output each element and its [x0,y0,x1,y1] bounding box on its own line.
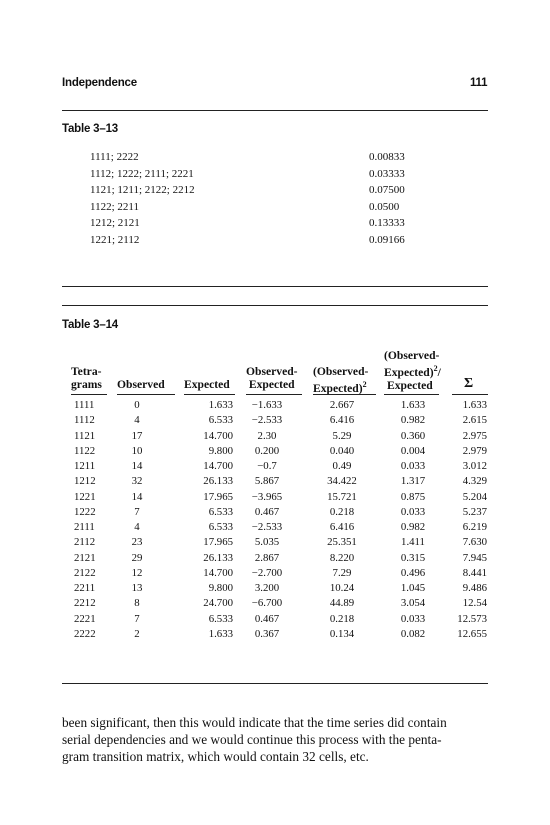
col-header-tetragrams-line1: Tetra- [71,365,102,378]
expected-cell: 17.965 [203,536,233,549]
underline-chi-component [384,394,439,395]
chi-component-cell: 1.633 [400,399,426,411]
observed-cell: 23 [131,536,143,549]
tetragram-cell: 2122 [74,566,96,579]
col-header-ratio-slash: / [437,365,441,379]
table-3-13-row [0,217,550,233]
observed-cell: 29 [131,551,143,564]
observed-cell: 4 [134,521,140,533]
col-header-obs-minus-exp-line2: Expected [248,378,295,391]
table-3-13-key: 1111; 2222 [90,151,139,163]
table-3-14-row [0,430,550,445]
cumulative-sum-cell: 12.655 [457,627,487,640]
table-3-13-row [0,168,550,184]
table-3-13-value: 0.0500 [369,200,400,213]
table-3-14-row [0,460,550,475]
table-3-14-row [0,445,550,460]
body-line-3: gram transition matrix, which would contain 32 cells, etc. [62,749,369,765]
underline-tetragrams [71,394,107,395]
expected-cell: 6.533 [208,414,233,427]
table-3-13-value: 0.00833 [369,151,405,163]
underline-observed [117,394,175,395]
body-line-2: serial dependencies and we would continue this process with the penta- [62,732,442,748]
observed-cell: 2 [134,627,140,640]
cumulative-sum-cell: 2.979 [462,444,487,457]
difference-cell: −6.700 [251,597,283,610]
tetragram-cell: 2212 [74,597,96,610]
cumulative-sum-cell: 7.945 [462,551,487,564]
observed-cell: 4 [134,414,140,427]
expected-cell: 1.633 [208,627,233,640]
tetragram-cell: 1122 [74,444,96,457]
page-number: 111 [470,77,488,89]
difference-cell: 5.035 [254,536,280,549]
table-3-14-row [0,475,550,490]
chi-component-cell: 3.054 [400,597,426,610]
tetragram-cell: 2221 [74,612,96,625]
chi-component-cell: 0.033 [400,612,426,625]
tetragram-cell: 1112 [74,414,95,427]
expected-cell: 6.533 [208,521,233,533]
tetragram-cell: 2222 [74,627,96,640]
cumulative-sum-cell: 3.012 [462,460,487,472]
observed-cell: 17 [131,429,143,442]
col-header-sq-exponent: 2 [362,380,367,389]
col-header-obs-minus-exp-line1: Observed- [246,365,298,378]
chi-component-cell: 0.496 [400,566,426,579]
observed-cell: 0 [134,399,140,411]
cumulative-sum-cell: 9.486 [462,582,487,594]
chi-component-cell: 0.982 [400,521,426,533]
table-3-13-value: 0.09166 [369,234,405,246]
chi-component-cell: 1.317 [400,475,426,488]
table-3-13-key: 1212; 2121 [90,217,140,230]
table-3-13-key: 1112; 1222; 2111; 2221 [90,167,194,180]
cumulative-sum-cell: 7.630 [462,536,487,549]
underline-squared [313,394,376,395]
table-3-14-bottom-rule [62,683,488,684]
expected-cell: 26.133 [203,475,233,488]
cumulative-sum-cell: 6.219 [462,521,487,533]
expected-cell: 9.800 [208,444,233,457]
col-header-chi-component [384,349,441,392]
expected-cell: 17.965 [203,490,233,503]
squared-difference-cell: 0.040 [329,444,355,457]
cumulative-sum-cell: 12.54 [462,597,487,610]
table-3-13-row [0,234,550,250]
col-header-sq-line2-text: Expected) [313,381,363,395]
observed-cell: 13 [131,582,143,594]
table-3-13-value: 0.13333 [369,217,405,230]
cumulative-sum-cell: 5.204 [462,490,487,503]
col-header-tetragrams [71,365,102,391]
chi-component-cell: 1.411 [401,536,425,549]
col-header-tetragrams-line2: grams [71,378,102,391]
underline-obs-minus-exp [246,394,302,395]
expected-cell: 1.633 [208,399,233,411]
tetragram-cell: 2121 [74,551,96,564]
chi-component-cell: 0.033 [400,460,426,472]
col-header-ratio-exponent: 2 [433,364,438,373]
table-3-13-row [0,151,550,167]
squared-difference-cell: 5.29 [332,429,352,442]
observed-cell: 7 [134,612,140,625]
squared-difference-cell: 0.218 [329,505,355,518]
table-3-13-value: 0.07500 [369,184,405,197]
table-3-14-row [0,582,550,597]
col-header-squared-difference [313,365,368,395]
table-3-13-key: 1221; 2112 [90,234,140,246]
observed-cell: 14 [131,460,143,472]
table-3-14-row [0,567,550,582]
chi-component-cell: 0.082 [400,627,426,640]
table-3-14-row [0,414,550,429]
col-header-ratio-line1: (Observed- [384,349,440,362]
chi-component-cell: 0.982 [400,414,426,427]
squared-difference-cell: 6.416 [329,414,355,427]
tetragram-cell: 1221 [74,490,96,503]
expected-cell: 9.800 [208,582,233,594]
tetragram-cell: 1111 [74,399,95,411]
squared-difference-cell: 44.89 [329,597,355,610]
expected-cell: 6.533 [208,505,233,518]
cumulative-sum-cell: 1.633 [462,399,487,411]
difference-cell: −2.533 [251,521,283,533]
table-3-13-key: 1122; 2211 [90,200,139,213]
underline-expected [184,394,235,395]
expected-cell: 14.700 [203,429,233,442]
tetragram-cell: 1211 [74,460,96,472]
observed-cell: 8 [134,597,140,610]
header-rule [62,110,488,111]
tetragram-cell: 1121 [74,429,96,442]
table-3-14-row [0,521,550,536]
table-3-13-row [0,201,550,217]
difference-cell: 2.867 [254,551,280,564]
tetragram-cell: 2112 [74,536,96,549]
observed-cell: 12 [131,566,143,579]
expected-cell: 6.533 [208,612,233,625]
squared-difference-cell: 10.24 [329,582,355,594]
col-header-sigma: Σ [464,376,474,391]
col-header-ratio-line2-text: Expected) [384,365,434,379]
difference-cell: −2.700 [251,566,283,579]
chi-component-cell: 1.045 [400,582,426,594]
expected-cell: 26.133 [203,551,233,564]
table-3-14-row [0,597,550,612]
table-3-14-top-rule [62,305,488,306]
body-line-1: been significant, then this would indicate that the time series did contain [62,715,447,730]
col-header-ratio-line2 [384,362,441,379]
chi-component-cell: 0.315 [400,551,426,564]
difference-cell: 2.30 [257,429,277,442]
observed-cell: 7 [134,505,140,518]
col-header-observed: Observed [117,378,165,391]
underline-sigma [452,394,488,395]
cumulative-sum-cell: 2.615 [462,414,487,427]
difference-cell: 0.367 [254,627,280,640]
observed-cell: 14 [131,490,143,503]
difference-cell: 0.467 [254,612,280,625]
difference-cell: 5.867 [254,475,280,488]
squared-difference-cell: 15.721 [327,490,357,503]
cumulative-sum-cell: 5.237 [462,505,487,518]
squared-difference-cell: 25.351 [327,536,357,549]
difference-cell: −3.965 [251,490,283,503]
tetragram-cell: 1222 [74,505,96,518]
col-header-expected: Expected [184,378,230,391]
table-3-14-row [0,506,550,521]
col-header-observed-minus-expected [246,365,298,391]
cumulative-sum-cell: 8.441 [462,566,487,579]
table-3-13-key: 1121; 1211; 2122; 2212 [90,184,195,197]
cumulative-sum-cell: 12.573 [457,612,487,625]
table-3-14-row [0,628,550,643]
observed-cell: 10 [131,444,143,457]
table-3-13-value: 0.03333 [369,167,405,180]
difference-cell: −1.633 [251,399,283,411]
col-header-ratio-line3: Expected [387,378,433,392]
tetragram-cell: 2211 [74,582,96,594]
table-3-13-bottom-rule [62,286,488,287]
observed-cell: 32 [131,475,143,488]
cumulative-sum-cell: 4.329 [462,475,487,488]
body-paragraph [62,714,492,766]
col-header-sq-line1: (Observed- [313,365,369,378]
table-3-14-row [0,552,550,567]
squared-difference-cell: 8.220 [329,551,355,564]
squared-difference-cell: 7.29 [332,566,352,579]
expected-cell: 14.700 [203,460,233,472]
difference-cell: 3.200 [254,582,280,594]
table-3-14-row [0,399,550,414]
cumulative-sum-cell: 2.975 [462,429,487,442]
table-3-13-label: Table 3–13 [62,123,118,135]
expected-cell: 24.700 [203,597,233,610]
difference-cell: −2.533 [251,414,283,427]
tetragram-cell: 2111 [74,521,95,533]
difference-cell: −0.7 [257,460,277,472]
table-3-13-row [0,184,550,200]
squared-difference-cell: 0.134 [329,627,355,640]
squared-difference-cell: 0.218 [329,612,355,625]
table-3-14-row [0,613,550,628]
squared-difference-cell: 34.422 [327,475,357,488]
chi-component-cell: 0.033 [400,505,426,518]
running-head: Independence [62,77,137,89]
expected-cell: 14.700 [203,566,233,579]
col-header-sq-line2 [313,378,368,395]
squared-difference-cell: 0.49 [332,460,352,472]
chi-component-cell: 0.875 [400,490,426,503]
chi-component-cell: 0.360 [400,429,426,442]
table-3-14-label: Table 3–14 [62,319,118,331]
difference-cell: 0.200 [254,444,280,457]
chi-component-cell: 0.004 [400,444,426,457]
squared-difference-cell: 6.416 [329,521,355,533]
difference-cell: 0.467 [254,505,280,518]
table-3-14-row [0,536,550,551]
table-3-14-row [0,491,550,506]
squared-difference-cell: 2.667 [329,399,355,411]
tetragram-cell: 1212 [74,475,96,488]
